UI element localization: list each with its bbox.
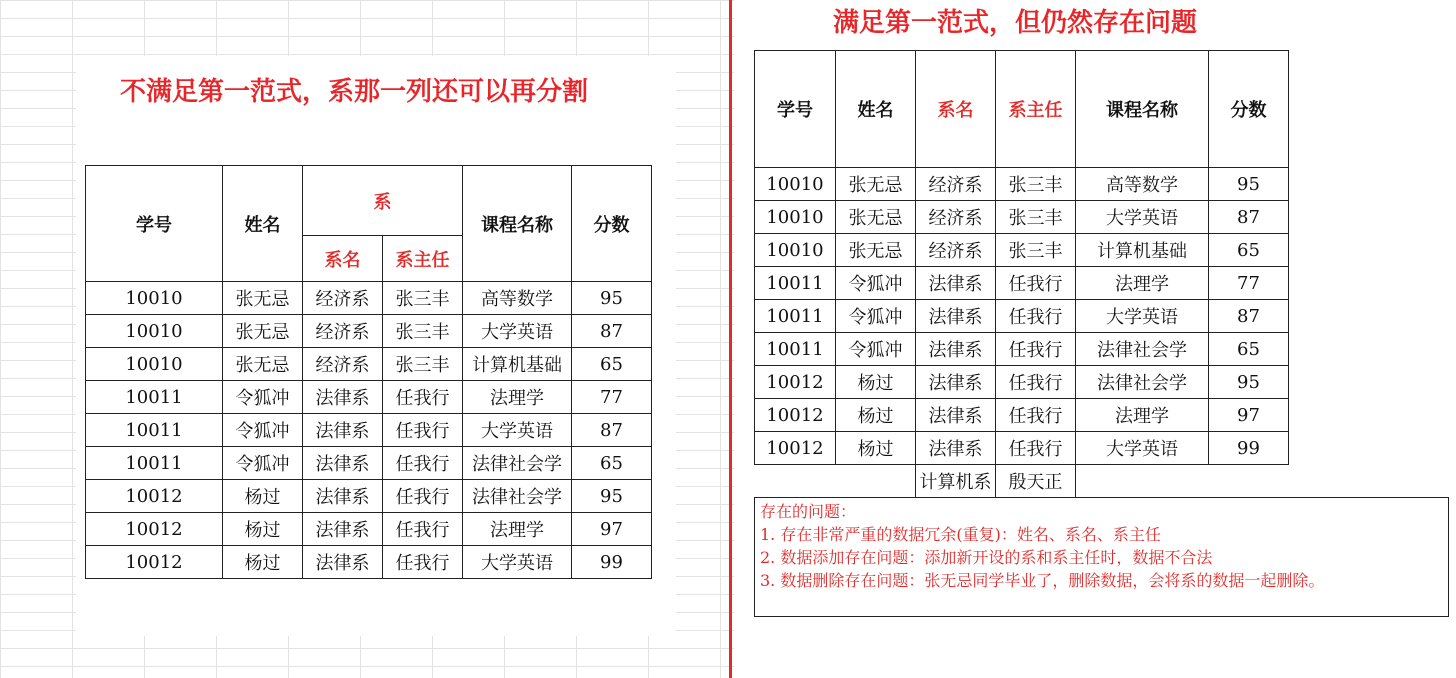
cell-name: 张无忌 [223, 282, 303, 315]
empty-cell [836, 465, 916, 498]
cell-student-id: 10011 [86, 447, 223, 480]
cell-dept-name: 法律系 [916, 300, 996, 333]
empty-cell [755, 465, 836, 498]
cell-score: 87 [572, 315, 652, 348]
cell-course: 法律社会学 [1076, 333, 1209, 366]
cell-student-id: 10010 [755, 201, 836, 234]
cell-student-id: 10011 [755, 267, 836, 300]
cell-student-id: 10010 [86, 282, 223, 315]
table-row [755, 300, 1289, 333]
empty-cell [1209, 465, 1289, 498]
left-title: 不满足第一范式，系那一列还可以再分割 [120, 77, 589, 107]
cell-name: 杨过 [836, 432, 916, 465]
cell-dept-head: 任我行 [996, 300, 1076, 333]
cell-score: 65 [1209, 333, 1289, 366]
new-dept-row [755, 465, 1289, 498]
table-row [86, 282, 652, 315]
cell-name: 杨过 [836, 399, 916, 432]
cell-student-id: 10011 [86, 414, 223, 447]
cell-student-id: 10011 [755, 300, 836, 333]
cell-dept-head: 任我行 [383, 513, 463, 546]
header-dept-head: 系主任 [996, 51, 1076, 168]
cell-dept-name: 经济系 [303, 348, 383, 381]
issue-item: 3. 数据删除存在问题：张无忌同学毕业了，删除数据，会将系的数据一起删除。 [760, 571, 1325, 590]
cell-student-id: 10010 [86, 315, 223, 348]
cell-name: 杨过 [836, 366, 916, 399]
header-name: 姓名 [836, 51, 916, 168]
header-dept-name: 系名 [916, 51, 996, 168]
cell-score: 87 [572, 414, 652, 447]
table-row [755, 432, 1289, 465]
cell-score: 95 [572, 480, 652, 513]
cell-score: 99 [572, 546, 652, 579]
table-row [755, 267, 1289, 300]
cell-dept-head: 张三丰 [383, 315, 463, 348]
cell-course: 计算机基础 [463, 348, 572, 381]
cell-dept-name: 经济系 [303, 282, 383, 315]
cell-dept-head: 任我行 [996, 399, 1076, 432]
cell-student-id: 10010 [86, 348, 223, 381]
cell-course: 法律社会学 [463, 480, 572, 513]
table-row [755, 168, 1289, 201]
table-row [86, 381, 652, 414]
cell-dept-head: 任我行 [383, 480, 463, 513]
header-dept-head: 系主任 [383, 236, 463, 282]
cell-score: 77 [572, 381, 652, 414]
cell-course: 法律社会学 [463, 447, 572, 480]
right-title: 满足第一范式，但仍然存在问题 [833, 8, 1198, 38]
cell-dept-name: 计算机系 [916, 465, 996, 498]
issue-item: 2. 数据添加存在问题：添加新开设的系和系主任时，数据不合法 [760, 548, 1213, 567]
cell-name: 令狐冲 [836, 267, 916, 300]
cell-name: 张无忌 [223, 315, 303, 348]
issues-textbox [754, 497, 1449, 617]
issues-heading: 存在的问题： [760, 502, 857, 521]
cell-name: 张无忌 [836, 168, 916, 201]
cell-course: 法理学 [1076, 399, 1209, 432]
cell-course: 法理学 [463, 513, 572, 546]
header-name: 姓名 [223, 166, 303, 282]
red-divider [729, 0, 732, 678]
cell-dept-name: 法律系 [916, 333, 996, 366]
table-row [755, 201, 1289, 234]
cell-course: 计算机基础 [1076, 234, 1209, 267]
cell-student-id: 10012 [86, 513, 223, 546]
cell-name: 令狐冲 [223, 414, 303, 447]
cell-dept-head: 任我行 [383, 546, 463, 579]
cell-dept-name: 经济系 [303, 315, 383, 348]
cell-dept-head: 张三丰 [996, 201, 1076, 234]
table-row [86, 348, 652, 381]
cell-dept-head: 任我行 [383, 381, 463, 414]
cell-dept-name: 法律系 [916, 366, 996, 399]
cell-dept-name: 法律系 [303, 513, 383, 546]
cell-score: 97 [572, 513, 652, 546]
cell-score: 87 [1209, 300, 1289, 333]
first-nf-table [754, 50, 1289, 498]
cell-student-id: 10012 [86, 546, 223, 579]
cell-student-id: 10012 [755, 366, 836, 399]
cell-course: 大学英语 [463, 414, 572, 447]
cell-student-id: 10010 [755, 168, 836, 201]
cell-dept-name: 经济系 [916, 234, 996, 267]
non-1nf-table [85, 165, 652, 579]
cell-dept-head: 任我行 [383, 414, 463, 447]
table-row [86, 546, 652, 579]
cell-student-id: 10011 [755, 333, 836, 366]
cell-name: 杨过 [223, 480, 303, 513]
cell-course: 大学英语 [1076, 432, 1209, 465]
cell-dept-head: 任我行 [996, 366, 1076, 399]
header-course: 课程名称 [463, 166, 572, 282]
header-student-id: 学号 [86, 166, 223, 282]
cell-student-id: 10012 [86, 480, 223, 513]
header-score: 分数 [572, 166, 652, 282]
cell-dept-head: 任我行 [383, 447, 463, 480]
cell-name: 令狐冲 [836, 333, 916, 366]
cell-score: 65 [572, 447, 652, 480]
cell-dept-name: 法律系 [303, 381, 383, 414]
cell-student-id: 10012 [755, 399, 836, 432]
cell-score: 97 [1209, 399, 1289, 432]
cell-dept-head: 张三丰 [996, 234, 1076, 267]
cell-name: 张无忌 [836, 234, 916, 267]
issue-item: 1. 存在非常严重的数据冗余(重复)：姓名、系名、系主任 [760, 525, 1161, 544]
header-dept-name: 系名 [303, 236, 383, 282]
header-course: 课程名称 [1076, 51, 1209, 168]
table-row [755, 234, 1289, 267]
cell-name: 令狐冲 [836, 300, 916, 333]
cell-student-id: 10011 [86, 381, 223, 414]
cell-score: 65 [1209, 234, 1289, 267]
cell-course: 高等数学 [463, 282, 572, 315]
left-table-body [86, 282, 652, 579]
cell-student-id: 10012 [755, 432, 836, 465]
cell-score: 77 [1209, 267, 1289, 300]
cell-name: 令狐冲 [223, 381, 303, 414]
cell-name: 令狐冲 [223, 447, 303, 480]
cell-course: 大学英语 [1076, 300, 1209, 333]
cell-course: 高等数学 [1076, 168, 1209, 201]
cell-dept-head: 殷天正 [996, 465, 1076, 498]
cell-course: 法理学 [1076, 267, 1209, 300]
table-row [86, 447, 652, 480]
cell-dept-name: 经济系 [916, 201, 996, 234]
cell-dept-head: 张三丰 [383, 282, 463, 315]
table-row [755, 399, 1289, 432]
table-row [86, 513, 652, 546]
cell-score: 95 [1209, 168, 1289, 201]
cell-score: 95 [1209, 366, 1289, 399]
table-row [755, 333, 1289, 366]
table-row [86, 414, 652, 447]
right-table-body [755, 168, 1289, 498]
cell-name: 杨过 [223, 513, 303, 546]
table-row [755, 366, 1289, 399]
table-row [86, 480, 652, 513]
cell-dept-head: 任我行 [996, 333, 1076, 366]
cell-score: 99 [1209, 432, 1289, 465]
cell-dept-name: 法律系 [303, 546, 383, 579]
cell-dept-name: 法律系 [303, 480, 383, 513]
cell-student-id: 10010 [755, 234, 836, 267]
cell-score: 87 [1209, 201, 1289, 234]
cell-course: 法律社会学 [1076, 366, 1209, 399]
cell-dept-name: 法律系 [916, 399, 996, 432]
cell-dept-head: 张三丰 [996, 168, 1076, 201]
cell-name: 张无忌 [836, 201, 916, 234]
cell-course: 法理学 [463, 381, 572, 414]
cell-dept-head: 张三丰 [383, 348, 463, 381]
header-student-id: 学号 [755, 51, 836, 168]
cell-course: 大学英语 [463, 315, 572, 348]
cell-dept-name: 法律系 [303, 414, 383, 447]
header-dept-group: 系 [303, 166, 463, 236]
cell-course: 大学英语 [463, 546, 572, 579]
cell-dept-name: 法律系 [916, 432, 996, 465]
cell-dept-head: 任我行 [996, 267, 1076, 300]
header-score: 分数 [1209, 51, 1289, 168]
cell-dept-name: 法律系 [916, 267, 996, 300]
table-row [86, 315, 652, 348]
cell-name: 杨过 [223, 546, 303, 579]
empty-cell [1076, 465, 1209, 498]
cell-name: 张无忌 [223, 348, 303, 381]
cell-dept-name: 经济系 [916, 168, 996, 201]
cell-score: 65 [572, 348, 652, 381]
cell-dept-name: 法律系 [303, 447, 383, 480]
cell-score: 95 [572, 282, 652, 315]
cell-dept-head: 任我行 [996, 432, 1076, 465]
cell-course: 大学英语 [1076, 201, 1209, 234]
